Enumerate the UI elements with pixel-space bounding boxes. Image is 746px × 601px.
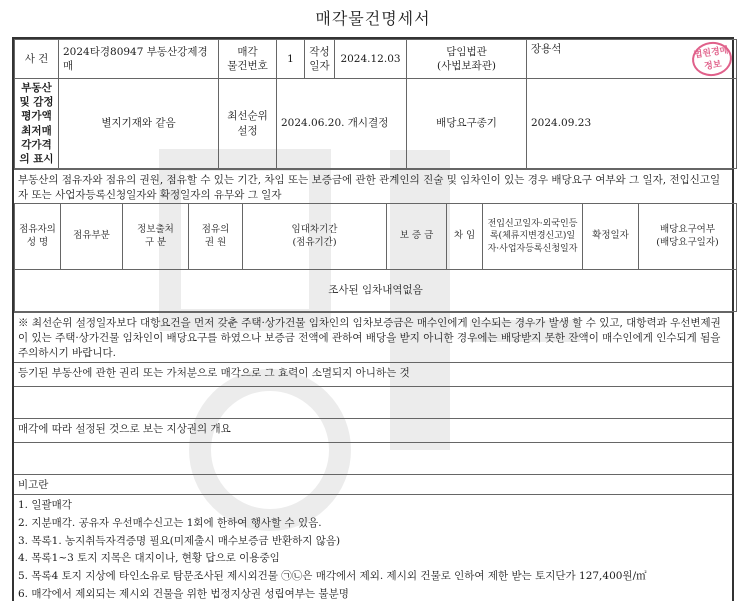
header-table — [14, 39, 737, 169]
col-part: 점유부분 — [61, 204, 123, 270]
demand-deadline-value: 2024.09.23 — [527, 79, 737, 169]
case-label: 사 건 — [15, 40, 59, 79]
write-date-label: 작성 일자 — [305, 40, 335, 79]
remark-item: 2. 지분매각. 공유자 우선매수신고는 1회에 한하여 행사할 수 있음. — [18, 516, 322, 529]
remarks-label: 비고란 — [14, 474, 732, 494]
col-title: 점유의 권 원 — [189, 204, 243, 270]
demand-deadline-label: 배당요구종기 — [407, 79, 527, 169]
court-seal: 법원경매 정보 — [690, 39, 734, 78]
col-registration-date: 전입신고일자·외국인등록(체류지변경신고)일자·사업자등록신청일자 — [483, 204, 583, 270]
col-deposit: 보 증 금 — [387, 204, 447, 270]
item-number-value: 1 — [277, 40, 305, 79]
remark-item: 3. 목록1. 농지취득자격증명 필요(미제출시 매수보증금 반환하지 않음) — [18, 534, 341, 547]
judge-label: 담임법관 (사법보좌관) — [407, 40, 527, 79]
remark-item: 5. 목록4 토지 지상에 타인소유로 탐문조사된 제시외건물 ㉠㉡은 매각에서 제외. 제시외 건물로 인하여 제한 받는 토지단가 127,400원/㎡ — [18, 570, 647, 583]
judge-cell — [527, 40, 737, 79]
judge-value: 장용석 — [531, 43, 562, 55]
col-dividend-demand: 배당요구여부 (배당요구일자) — [639, 204, 737, 270]
col-rent: 차 임 — [447, 204, 483, 270]
appraisal-label: 부동산 및 감정평가액 최저매각가격의 표시 — [15, 79, 59, 169]
surface-rights-value — [14, 442, 732, 474]
remarks-list — [14, 494, 732, 601]
rights-value — [14, 386, 732, 418]
remark-item: 6. 매각에서 제외되는 제시외 건물을 위한 법정지상권 성립여부는 불분명 — [18, 587, 349, 600]
occupancy-notice: 부동산의 점유자와 점유의 권원, 점유할 수 있는 기간, 차임 또는 보증금에 관한 관계인의 진술 및 임차인이 있는 경우 배당요구 여부와 그 일자, 전입신고일자 또는 사업자등록신청일자와 확정일자의 유무와 그 일자 — [14, 169, 732, 203]
no-tenant-text: 조사된 임차내역없음 — [15, 270, 737, 312]
priority-value: 2024.06.20. 개시결정 — [277, 79, 407, 169]
col-fixed-date: 확정일자 — [583, 204, 639, 270]
item-number-label: 매각 물건번호 — [219, 40, 277, 79]
document-title: 매각물건명세서 — [315, 9, 431, 28]
tenant-table — [14, 203, 737, 312]
remark-item: 4. 목록1~3 토지 지목은 대지이나, 현황 답으로 이용중임 — [18, 552, 280, 565]
remark-item: 1. 일괄매각 — [18, 499, 72, 512]
write-date-value: 2024.12.03 — [335, 40, 407, 79]
col-lease-period: 임대차기간 (점유기간) — [243, 204, 387, 270]
warning-text: ※ 최선순위 설정일자보다 대항요건을 먼저 갖춘 주택·상가건물 임차인의 임차보증금은 매수인에게 인수되는 경우가 발생 할 수 있고, 대항력과 우선변제권이 있는 주택·상가건물 임차인이 배당요구를 하였으나 보증금 전액에 관하여 배당을 받지 아니한 경우에는 배당받지 못한 잔액이 매수인에게 인수되게 됨을 주의하시기 바랍니다. — [14, 312, 732, 362]
appraisal-value: 별지기재와 같음 — [59, 79, 219, 169]
case-value: 2024타경80947 부동산강제경매 — [59, 40, 219, 79]
col-occupant: 점유자의 성 명 — [15, 204, 61, 270]
statement-sheet — [12, 37, 734, 601]
surface-rights-label: 매각에 따라 설정된 것으로 보는 지상권의 개요 — [14, 418, 732, 442]
rights-label: 등기된 부동산에 관한 권리 또는 가처분으로 매각으로 그 효력이 소멸되지 아니하는 것 — [14, 362, 732, 386]
col-source: 정보출처 구 분 — [123, 204, 189, 270]
priority-label: 최선순위 설정 — [219, 79, 277, 169]
